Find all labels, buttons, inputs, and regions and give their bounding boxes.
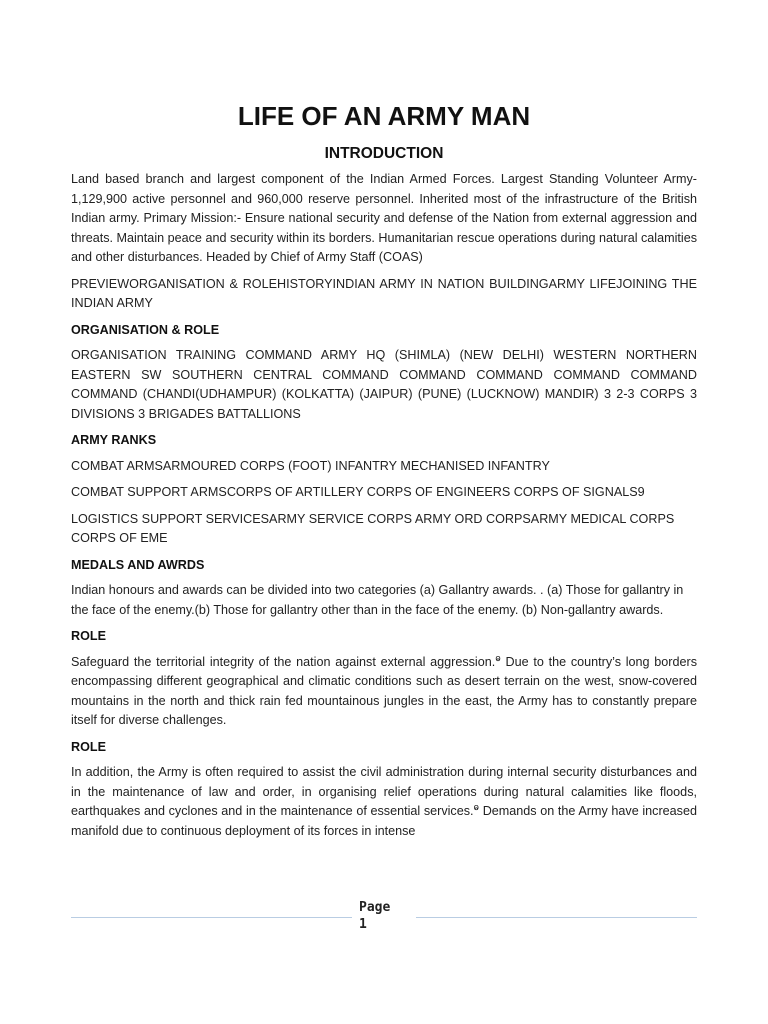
role-1-text-a: Safeguard the territorial integrity of the nation against external aggression.	[71, 654, 496, 669]
medals-paragraph: Indian honours and awards can be divided into two categories (a) Gallantry awards. . (a) Those for gallantry in the face of the enemy.(b) Those for gallantry other than in the face of the enemy. (b) Non-gallantry awards.	[71, 583, 684, 617]
heading-medals-awards: MEDALS AND AWRDS	[71, 557, 205, 572]
heading-army-ranks: ARMY RANKS	[71, 433, 157, 447]
page-footer	[71, 898, 697, 938]
reference-mark-icon: ⱺ	[495, 652, 501, 663]
intro-paragraph: Land based branch and largest component of the Indian Armed Forces. Largest Standing Volunteer Army- 1,129,900 active personnel and 960,000 reserve personnel. Inherited most of the infrastructure of the British Indian army. Primary Mission:- Ensure national security and defense of the Nation from external aggression and threats. Maintain peace and security within its borders. Humanitarian rescue operations during natural calamities and other disturbances. Headed by Chief of Army Staff (COAS)	[71, 172, 697, 264]
heading-role-1: ROLE	[71, 629, 106, 643]
page-number-value: 1	[359, 917, 367, 932]
heading-organisation-role: ORGANISATION & ROLE	[71, 322, 220, 337]
footer-divider-right	[416, 917, 697, 918]
heading-role-2: ROLE	[71, 739, 106, 754]
role-2-text-b: Demands on the Army have increased manifold due to continuous deployment of its forces in intense	[71, 804, 697, 838]
document-body	[71, 100, 697, 848]
role-1-text-b: Due to the country’s long borders encompassing different geographical and climatic conditions such as desert terrain on the west, snow-covered mountains in the north and thick rain fed mountainous jungles in the east, the Army has to constantly prepare itself for diverse challenges.	[71, 654, 697, 727]
preview-paragraph: PREVIEWORGANISATION & ROLEHISTORYINDIAN ARMY IN NATION BUILDINGARMY LIFEJOINING THE INDIAN ARMY	[71, 276, 697, 310]
ranks-combat-support: COMBAT SUPPORT ARMSCORPS OF ARTILLERY CORPS OF ENGINEERS CORPS OF SIGNALS9	[71, 485, 645, 499]
ranks-combat-arms: COMBAT ARMSARMOURED CORPS (FOOT) INFANTRY MECHANISED INFANTRY	[71, 458, 550, 473]
organisation-paragraph: ORGANISATION TRAINING COMMAND ARMY HQ (SHIMLA) (NEW DELHI) WESTERN NORTHERN EASTERN SW SOUTHERN CENTRAL COMMAND COMMAND COMMAND COMMAND COMMAND COMMAND (CHANDI(UDHAMPUR) (KOLKATTA) (JAIPUR) (PUNE) (LUCKNOW) MANDIR) 3 2-3 CORPS 3 DIVISIONS 3 BRIGADES BATTALLIONS	[71, 348, 697, 421]
page-title: LIFE OF AN ARMY MAN	[237, 101, 531, 131]
role-2-text-a: In addition, the Army is often required to assist the civil administration during internal security disturbances and in the maintenance of law and order, in organising relief operations during natural calamities like floods, earthquakes and cyclones and in the maintenance of essential services.	[71, 765, 697, 818]
reference-mark-icon: ⱺ	[473, 801, 480, 812]
role-paragraph-2	[71, 763, 697, 841]
role-paragraph-1	[71, 653, 697, 731]
page-number	[359, 899, 411, 933]
section-title-introduction: INTRODUCTION	[324, 145, 444, 162]
page-label: Page	[359, 900, 391, 915]
ranks-logistics-support: LOGISTICS SUPPORT SERVICESARMY SERVICE CORPS ARMY ORD CORPSARMY MEDICAL CORPS CORPS OF EME	[71, 511, 675, 545]
footer-divider-left	[71, 917, 352, 918]
